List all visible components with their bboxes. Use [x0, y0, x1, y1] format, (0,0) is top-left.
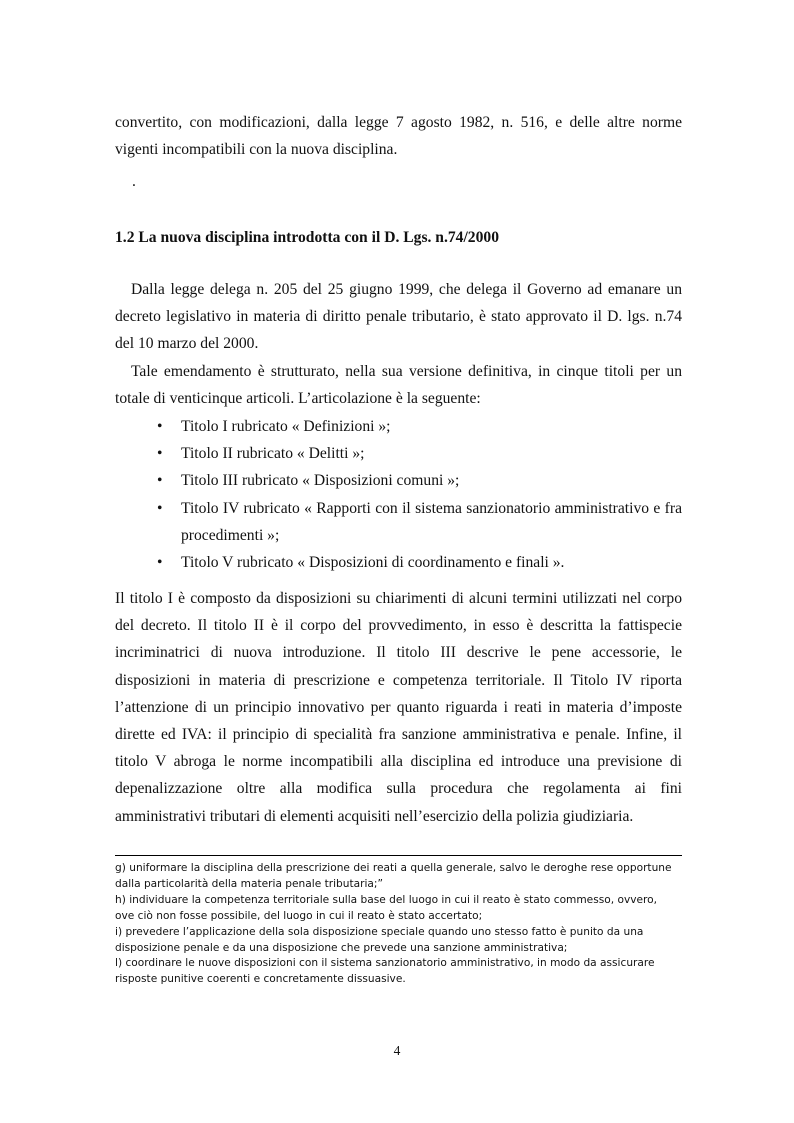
list-item-text: Titolo III rubricato « Disposizioni comuni »; — [181, 472, 460, 490]
list-item — [115, 549, 682, 576]
intro-paragraph — [115, 109, 682, 163]
bullet-icon: • — [157, 472, 163, 490]
body-paragraph-3 — [115, 585, 682, 830]
list-item-text: Titolo V rubricato « Disposizioni di coordinamento e finali ». — [181, 554, 565, 572]
bullet-icon: • — [157, 554, 163, 572]
page-number: 4 — [393, 1043, 401, 1058]
list-item — [115, 467, 682, 494]
footnote-item: i) prevedere l’applicazione della sola disposizione speciale quando uno stesso fatto è punito da una disposizione penale e da una disposizione che prevede una sanzione amministrativa; — [115, 925, 644, 954]
list-item — [115, 413, 682, 440]
list-item — [115, 440, 682, 467]
body-paragraph-1 — [115, 276, 682, 358]
paragraph-3-text: Il titolo I è composto da disposizioni su chiarimenti di alcuni termini utilizzati nel corpo del decreto. Il titolo II è il corpo del provvedimento, in esso è descritta la fattispecie incriminatrici di nuova introduzione. Il titolo III descrive le pene accessorie, le disposizioni in materia di prescrizione e competenza territoriale. Il Titolo IV riporta l’attenzione di un principio innovativo per quanto riguarda i reati in materia d’imposte dirette ed IVA: il principio di specialità fra sanzione amministrativa e penale. Infine, il titolo V abroga le norme incompatibili alla disciplina ed introduce una previsione di depenalizzazione oltre alla modifica sulla procedura che regolamenta ai fini amministrativi tributari di elementi acquisiti nell’esercizio della polizia giudiziaria. — [115, 590, 682, 825]
footnote-item: h) individuare la competenza territoriale sulla base del luogo in cui il reato è stato commesso, ovvero, ove ciò non fosse possibile, del luogo in cui il reato è stato accertato; — [115, 893, 657, 922]
list-item-text: Titolo IV rubricato « Rapporti con il sistema sanzionatorio amministrativo e fra procedimenti »; — [181, 499, 682, 544]
bullet-icon: • — [157, 418, 163, 435]
list-item-text: Titolo I rubricato « Definizioni »; — [181, 418, 391, 435]
bullet-icon: • — [157, 445, 163, 463]
body-paragraph-2 — [115, 358, 682, 412]
footnotes — [115, 861, 675, 988]
section-heading: 1.2 La nuova disciplina introdotta con il D. Lgs. n.74/2000 — [115, 229, 499, 246]
list-item — [115, 495, 682, 549]
paragraph-2-text: Tale emendamento è strutturato, nella sua versione definitiva, in cinque titoli per un totale di venticinque articoli. L’articolazione è la seguente: — [115, 363, 682, 408]
footnote-item: l) coordinare le nuove disposizioni con il sistema sanzionatorio amministrativo, in modo da assicurare risposte punitive coerenti e concretamente dissuasive. — [115, 957, 655, 986]
footnote-separator — [115, 855, 682, 856]
paragraph-1-text: Dalla legge delega n. 205 del 25 giugno 1999, che delega il Governo ad emanare un decreto legislativo in materia di diritto penale tributario, è stato approvato il D. lgs. n.74 del 10 marzo del 2000. — [115, 281, 682, 353]
stray-dot: . — [132, 173, 136, 190]
list-item-text: Titolo II rubricato « Delitti »; — [181, 445, 365, 463]
bullet-icon: • — [157, 499, 163, 517]
titles-list — [115, 413, 682, 576]
footnote-item: g) uniformare la disciplina della prescrizione dei reati a quella generale, salvo le deroghe rese opportune dalla particolarità della materia penale tributaria;” — [115, 862, 672, 890]
intro-text: convertito, con modificazioni, dalla legge 7 agosto 1982, n. 516, e delle altre norme vigenti incompatibili con la nuova disciplina. — [115, 114, 682, 159]
